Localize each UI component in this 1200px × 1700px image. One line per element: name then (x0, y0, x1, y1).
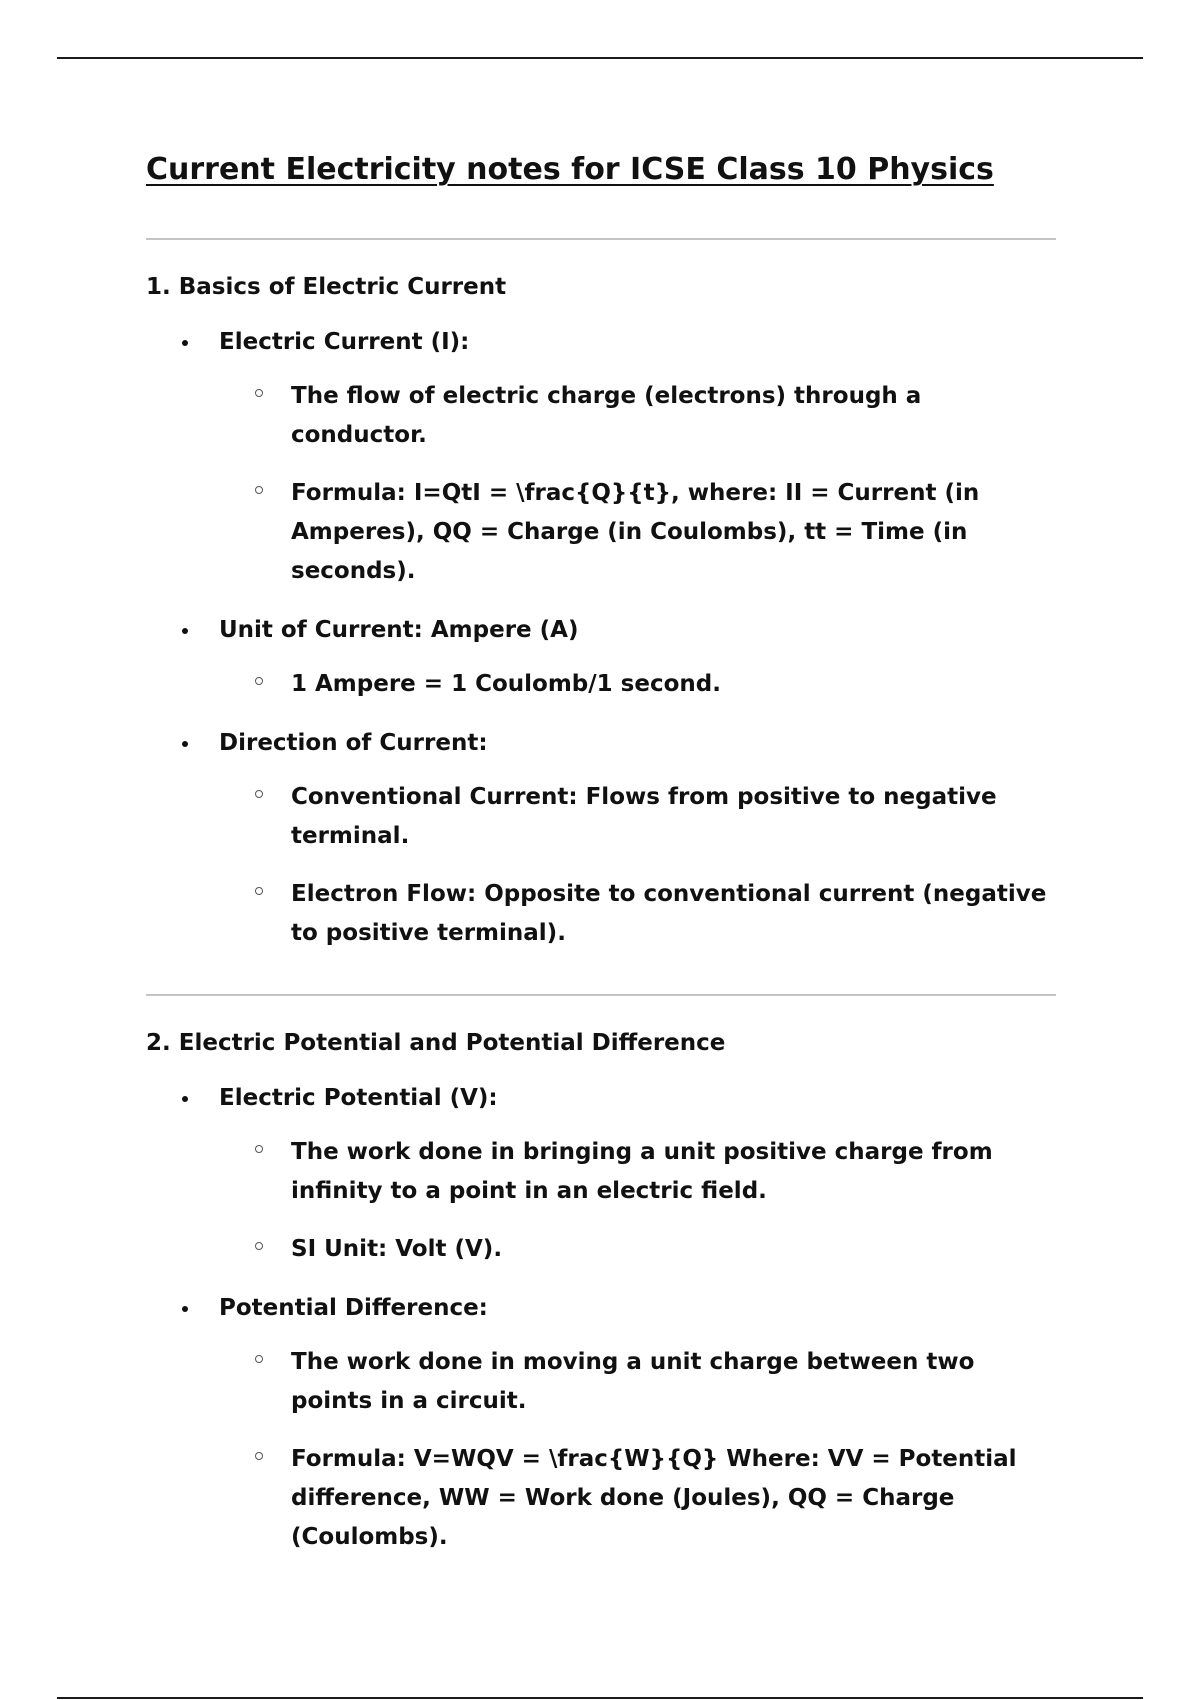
bullet-label: Unit of Current: Ampere (A) (219, 617, 579, 643)
bullet-dot-icon (182, 1096, 188, 1102)
sub-bullet-text: 1 Ampere = 1 Coulomb/1 second. (291, 671, 721, 697)
sub-bullet-text: Formula: I=QtI = \frac{Q}{t}, where: II = Current (in Amperes), QQ = Charge (in Coulombs), tt = Time (in seconds). (291, 480, 980, 584)
sub-bullet-item (219, 1440, 1061, 1557)
page-title: Current Electricity notes for ICSE Class 10 Physics (146, 152, 994, 187)
bullet-list (146, 326, 1061, 953)
sub-bullet-item (219, 778, 1061, 856)
bullet-dot-icon (182, 340, 188, 346)
page-bottom-rule (57, 1697, 1143, 1699)
bullet-dot-icon (182, 741, 188, 747)
bullet-label: Direction of Current: (219, 730, 488, 756)
sub-bullet-item (219, 875, 1061, 953)
hollow-circle-bullet-icon (255, 790, 263, 798)
hollow-circle-bullet-icon (255, 486, 263, 494)
sub-bullet-text: Electron Flow: Opposite to conventional current (negative to positive terminal). (291, 881, 1047, 946)
hollow-circle-bullet-icon (255, 1242, 263, 1250)
sub-bullet-item (219, 1230, 1061, 1269)
bullet-direction-of-current (146, 727, 1061, 953)
section-heading: 2. Electric Potential and Potential Difference (146, 1030, 726, 1056)
bullet-unit-of-current (146, 614, 1061, 704)
bullet-electric-current (146, 326, 1061, 591)
sub-bullet-item (219, 377, 1061, 455)
sub-bullet-list (219, 665, 1061, 704)
sub-bullet-text: The work done in moving a unit charge between two points in a circuit. (291, 1349, 975, 1414)
sub-bullet-text: Formula: V=WQV = \frac{W}{Q} Where: VV = Potential difference, WW = Work done (Joules), QQ = Charge (Coulombs). (291, 1446, 1017, 1550)
sub-bullet-list (219, 1343, 1061, 1557)
sub-bullet-list (219, 1133, 1061, 1269)
sub-bullet-item (219, 665, 1061, 704)
sub-bullet-list (219, 377, 1061, 591)
bullet-dot-icon (182, 628, 188, 634)
sub-bullet-text: The work done in bringing a unit positive charge from infinity to a point in an electric field. (291, 1139, 993, 1204)
sub-bullet-item (219, 1343, 1061, 1421)
bullet-label: Electric Current (I): (219, 329, 470, 355)
hollow-circle-bullet-icon (255, 677, 263, 685)
sub-bullet-text: The flow of electric charge (electrons) through a conductor. (291, 383, 922, 448)
sub-bullet-item (219, 1133, 1061, 1211)
section-basics-of-electric-current (146, 271, 1061, 953)
bullet-label: Electric Potential (V): (219, 1085, 498, 1111)
section-divider (146, 994, 1056, 996)
hollow-circle-bullet-icon (255, 1452, 263, 1460)
bullet-potential-difference (146, 1292, 1061, 1557)
section-heading: 1. Basics of Electric Current (146, 274, 507, 300)
hollow-circle-bullet-icon (255, 887, 263, 895)
bullet-list (146, 1082, 1061, 1557)
bullet-label: Potential Difference: (219, 1295, 488, 1321)
document-body (146, 144, 1061, 1557)
section-divider (146, 238, 1056, 240)
section-electric-potential (146, 1027, 1061, 1557)
bullet-dot-icon (182, 1306, 188, 1312)
sub-bullet-text: Conventional Current: Flows from positive to negative terminal. (291, 784, 997, 849)
hollow-circle-bullet-icon (255, 1355, 263, 1363)
page-top-rule (57, 57, 1143, 59)
bullet-electric-potential (146, 1082, 1061, 1269)
sub-bullet-list (219, 778, 1061, 953)
hollow-circle-bullet-icon (255, 389, 263, 397)
hollow-circle-bullet-icon (255, 1145, 263, 1153)
sub-bullet-text: SI Unit: Volt (V). (291, 1236, 503, 1262)
sub-bullet-item (219, 474, 1061, 591)
